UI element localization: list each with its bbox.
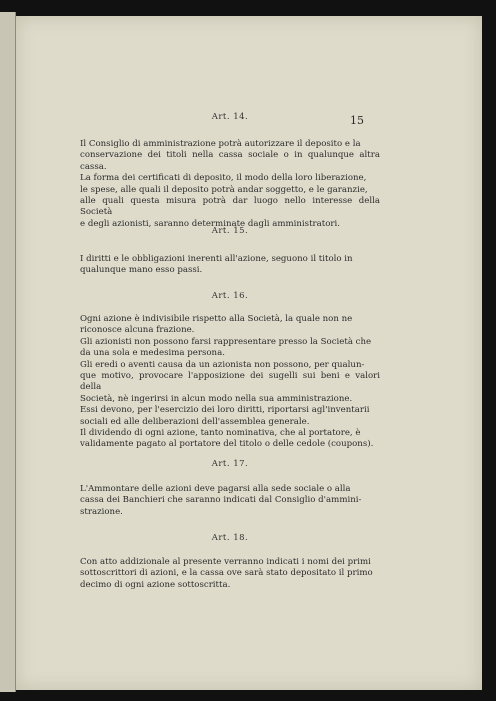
text-line: Gli azionisti non possono farsi rappresentare presso la Società che	[80, 336, 372, 347]
article-17	[80, 459, 380, 469]
article-paragraph	[80, 254, 380, 277]
article-paragraph	[80, 557, 380, 591]
text-line: alle quali questa misura potrà dar luogo nello interesse della Società	[80, 196, 380, 218]
text-line: L'Ammontare delle azioni deve pagarsi alla sede sociale o alla	[80, 484, 351, 494]
article-title: Art. 14.	[211, 112, 249, 122]
text-line: Il Consiglio di amministrazione potrà autorizzare il deposito e la	[80, 139, 361, 149]
text-line: cassa dei Banchieri che saranno indicati dal Consiglio d'ammini-	[80, 495, 362, 506]
page-number: 15	[350, 114, 364, 127]
article-title: Art. 16.	[211, 291, 249, 301]
article-18-body	[80, 557, 380, 591]
article-paragraph	[80, 484, 380, 518]
article-16	[80, 291, 380, 301]
text-line: que motivo, provocare l'apposizione dei sugelli sui beni e valori della	[80, 371, 380, 393]
text-line: La forma dei certificati di deposito, il modo della loro liberazione,	[80, 173, 367, 184]
text-line: validamente pagato al portatore del titolo o delle cedole (coupons).	[80, 439, 374, 450]
text-line: riconosce alcuna frazione.	[80, 325, 195, 336]
text-line: le spese, alle quali il deposito potrà andar soggetto, e le garanzie,	[80, 184, 368, 195]
text-line: e degli azionisti, saranno determinate dagli amministratori.	[80, 218, 340, 229]
text-line: Con atto addizionale al presente verranno indicati i nomi dei primi	[80, 557, 371, 567]
text-line: Gli eredi o aventi causa da un azionista non possono, per qualun-	[80, 359, 365, 370]
text-line: Essi devono, per l'esercizio dei loro diritti, riportarsi agl'inventarii	[80, 405, 370, 416]
article-15	[80, 226, 380, 236]
article-18	[80, 533, 380, 543]
article-title: Art. 17.	[211, 459, 249, 469]
article-14	[80, 112, 380, 122]
text-line: strazione.	[80, 506, 123, 517]
article-title: Art. 18.	[211, 533, 249, 543]
text-line: sociali ed alle deliberazioni dell'assemblea generale.	[80, 416, 310, 427]
article-15-body	[80, 254, 380, 277]
article-14-body	[80, 139, 380, 230]
article-title: Art. 15.	[211, 226, 249, 236]
article-16-body	[80, 314, 380, 451]
article-17-body	[80, 484, 380, 518]
article-paragraph	[80, 139, 380, 230]
text-line: conservazione dei titoli nella cassa sociale o in qualunque altra cassa.	[80, 150, 380, 172]
article-paragraph	[80, 314, 380, 451]
text-line: Società, nè ingerirsi in alcun modo nella sua amministrazione.	[80, 393, 353, 404]
text-line: Il dividendo di ogni azione, tanto nominativa, che al portatore, è	[80, 428, 361, 439]
text-line: qualunque mano esso passi.	[80, 265, 203, 276]
text-line: Ogni azione è indivisibile rispetto alla Società, la quale non ne	[80, 314, 353, 324]
adjacent-page-edge	[0, 12, 16, 692]
text-line: I diritti e le obbligazioni inerenti all'azione, seguono il titolo in	[80, 254, 353, 264]
text-line: da una sola e medesima persona.	[80, 348, 225, 359]
text-line: decimo di ogni azione sottoscritta.	[80, 579, 231, 590]
text-line: sottoscrittori di azioni, e la cassa ove sarà stato depositato il primo	[80, 568, 373, 579]
